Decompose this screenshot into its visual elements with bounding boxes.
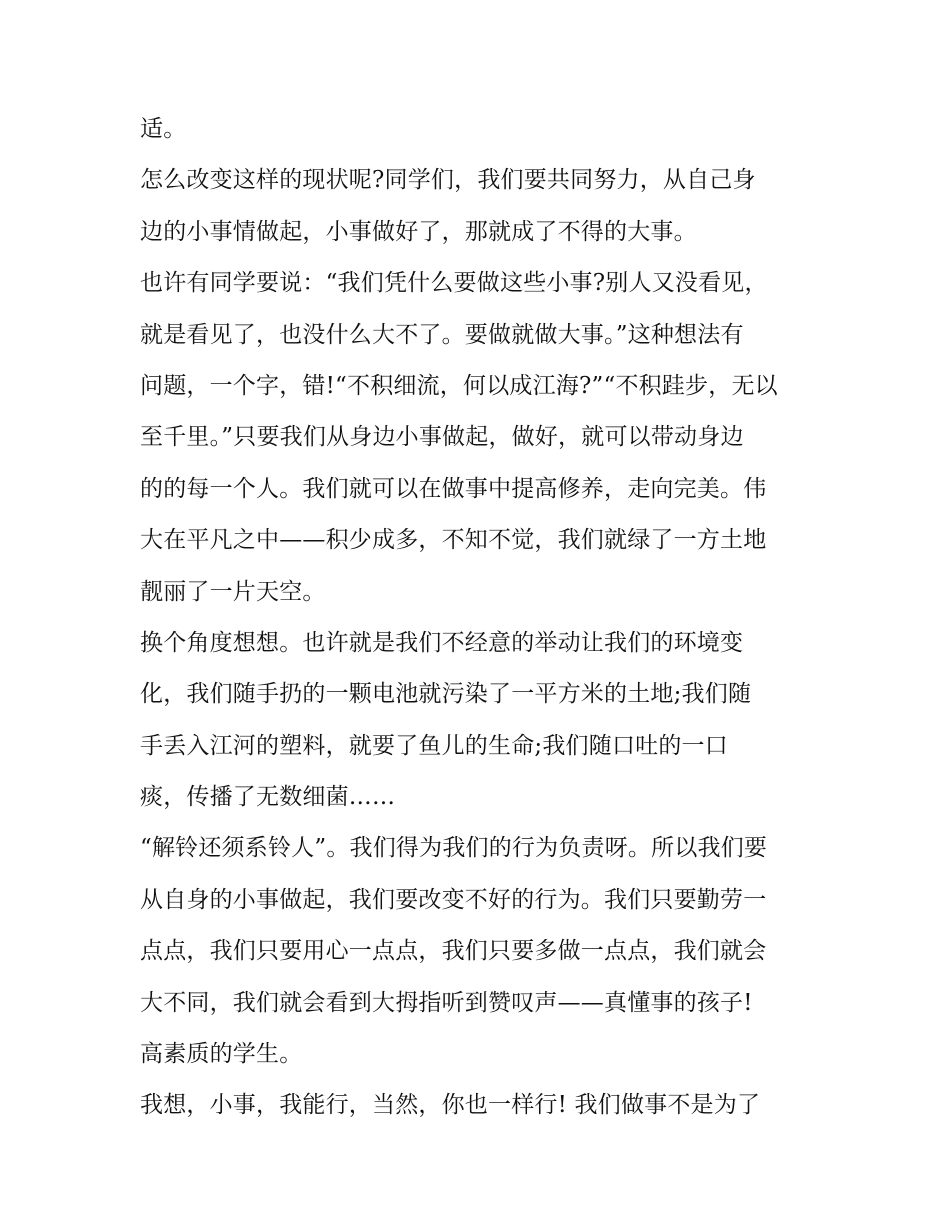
text-line: 至千里。”只要我们从身边小事做起，做好，就可以带动身边 — [140, 424, 744, 451]
text-line: 问题，一个字，错!“不积细流，何以成江海?”“不积跬步，无以 — [140, 372, 778, 399]
text-line: 就是看见了，也没什么大不了。要做就做大事。”这种想法有 — [140, 321, 744, 348]
text-line: 我想，小事，我能行，当然，你也一样行! 我们做事不是为了 — [140, 1092, 761, 1119]
text-line: 边的小事情做起，小事做好了，那就成了不得的大事。 — [140, 218, 697, 245]
text-line: 的的每一个人。我们就可以在做事中提高修养，走向完美。伟 — [140, 475, 767, 502]
text-line: 高素质的学生。 — [140, 1041, 303, 1068]
text-line: 手丢入江河的塑料，就要了鱼儿的生命;我们随口吐的一口 — [140, 732, 728, 759]
text-line: 痰，传播了无数细菌…… — [140, 784, 396, 811]
text-line: 适。 — [140, 116, 187, 142]
text-line: 换个角度想想。也许就是我们不经意的举动让我们的环境变 — [140, 629, 744, 656]
text-line: “解铃还须系铃人”。我们得为我们的行为负责呀。所以我们要 — [140, 835, 768, 862]
text-line: 靓丽了一片天空。 — [140, 578, 326, 605]
text-line: 从自身的小事做起，我们要改变不好的行为。我们只要勤劳一 — [140, 886, 767, 913]
text-line: 大在平凡之中——积少成多，不知不觉，我们就绿了一方土地 — [140, 527, 767, 554]
document-body-text — [140, 104, 830, 1132]
text-line: 怎么改变这样的现状呢?同学们，我们要共同努力，从自己身 — [140, 167, 756, 194]
text-line: 化，我们随手扔的一颗电池就污染了一平方米的土地;我们随 — [140, 681, 752, 708]
text-line: 也许有同学要说：“我们凭什么要做这些小事?别人又没看见， — [140, 270, 768, 297]
text-line: 点点，我们只要用心一点点，我们只要多做一点点，我们就会 — [140, 938, 767, 965]
text-line: 大不同，我们就会看到大拇指听到赞叹声——真懂事的孩子! — [140, 989, 753, 1016]
